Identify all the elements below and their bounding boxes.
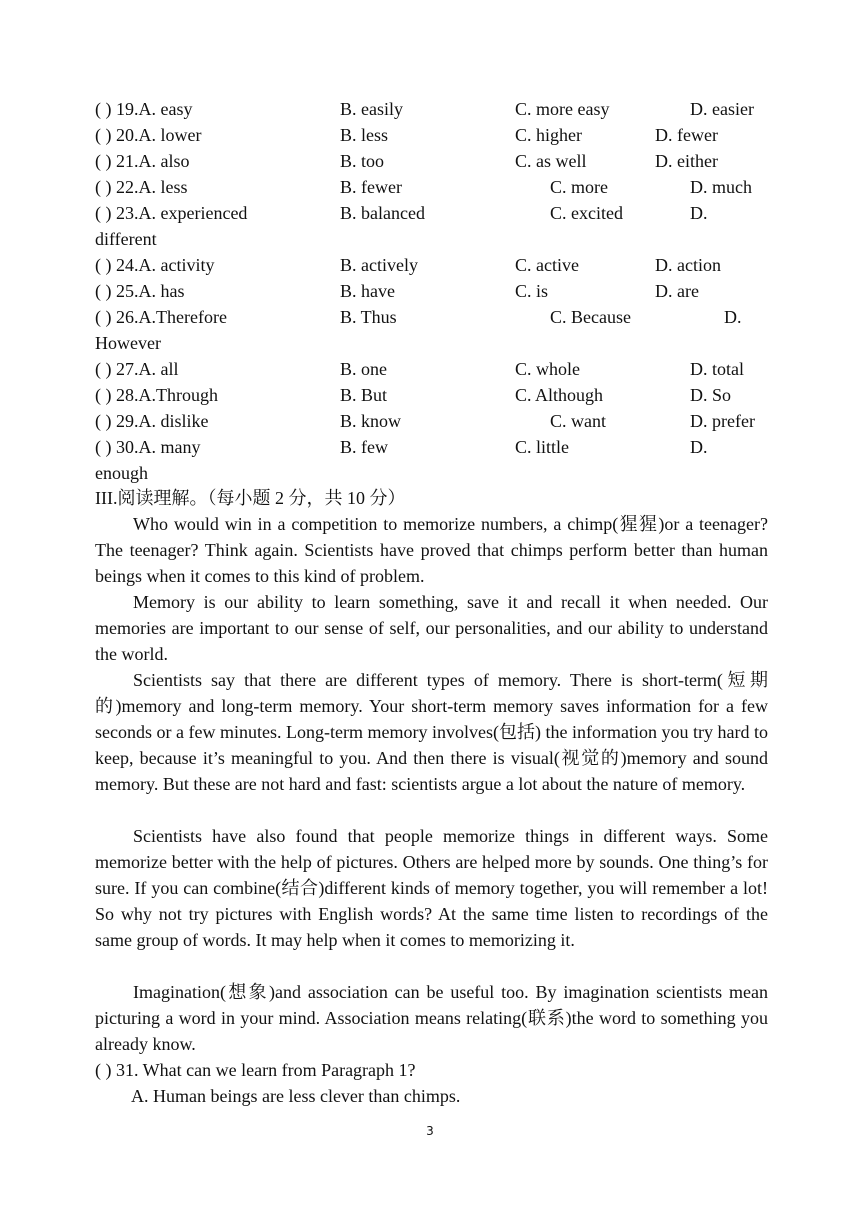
- option-c: C. little: [515, 437, 569, 457]
- option-a: ( ) 20.A. lower: [95, 125, 202, 145]
- question-31: ( ) 31. What can we learn from Paragraph 1?: [95, 1060, 416, 1080]
- option-b: B. have: [340, 281, 395, 301]
- option-c: C. whole: [515, 359, 580, 379]
- option-d: D. either: [655, 151, 718, 171]
- option-b: B. know: [340, 411, 402, 431]
- option-d: D. total: [690, 359, 744, 379]
- option-a: ( ) 22.A. less: [95, 177, 188, 197]
- option-b: B. easily: [340, 99, 403, 119]
- option-d-wrap: enough: [95, 463, 148, 483]
- option-a: ( ) 24.A. activity: [95, 255, 215, 275]
- option-d: D.: [690, 203, 708, 223]
- option-d: D. So: [690, 385, 732, 405]
- option-a: ( ) 28.A.Through: [95, 385, 218, 405]
- option-a: ( ) 30.A. many: [95, 437, 201, 457]
- option-b: B. Thus: [340, 307, 397, 327]
- option-c: C. Although: [515, 385, 604, 405]
- question-31-option-a: A. Human beings are less clever than chimps.: [131, 1086, 461, 1106]
- option-b: B. one: [340, 359, 387, 379]
- option-d: D. fewer: [655, 125, 718, 145]
- option-b: B. actively: [340, 255, 418, 275]
- option-a: ( ) 19.A. easy: [95, 99, 193, 119]
- option-a: ( ) 27.A. all: [95, 359, 179, 379]
- option-d: D. easier: [690, 99, 754, 119]
- option-b: B. balanced: [340, 203, 425, 223]
- option-c: C. more easy: [515, 99, 610, 119]
- section-title: III.阅读理解。（每小题 2 分，共 10 分）: [95, 488, 406, 508]
- option-b: B. fewer: [340, 177, 402, 197]
- option-c: C. active: [515, 255, 579, 275]
- option-a: ( ) 23.A. experienced: [95, 203, 248, 223]
- option-a: ( ) 26.A.Therefore: [95, 307, 227, 327]
- paragraph-1: Who would win in a competition to memorize numbers, a chimp(猩猩)or a teenager? The teenager? Think again. Scientists have proved that chimps perform better than human beings when it comes to this kind of problem.: [95, 514, 768, 586]
- option-d: D.: [724, 307, 742, 327]
- option-c: C. is: [515, 281, 549, 301]
- option-c: C. excited: [550, 203, 623, 223]
- option-c: C. want: [550, 411, 606, 431]
- option-c: C. more: [550, 177, 608, 197]
- option-d: D. prefer: [690, 411, 755, 431]
- option-b: B. But: [340, 385, 388, 405]
- paragraph-2: Memory is our ability to learn something, save it and recall it when needed. Our memories are important to our sense of self, our personalities, and our ability to understand the world.: [95, 592, 768, 664]
- option-b: B. too: [340, 151, 385, 171]
- option-a: ( ) 25.A. has: [95, 281, 185, 301]
- option-d: D. much: [690, 177, 752, 197]
- page-number: 3: [426, 1124, 434, 1138]
- paragraph-4: Scientists have also found that people memorize things in different ways. Some memorize better with the help of pictures. Others are helped more by sounds. One thing’s for sure. If you can combine(结合)different kinds of memory together, you will remember a lot! So why not try pictures with English words? At the same time listen to recordings of the same group of words. It may help when it comes to memorizing it.: [95, 826, 768, 950]
- option-d: D. are: [655, 281, 699, 301]
- option-c: C. as well: [515, 151, 587, 171]
- option-b: B. less: [340, 125, 389, 145]
- option-a: ( ) 21.A. also: [95, 151, 190, 171]
- option-d-wrap: However: [95, 333, 161, 353]
- paragraph-5: Imagination(想象)and association can be useful too. By imagination scientists mean picturing a word in your mind. Association means relating(联系)the word to something you already know.: [95, 982, 768, 1054]
- option-c: C. Because: [550, 307, 631, 327]
- option-b: B. few: [340, 437, 388, 457]
- option-d: D. action: [655, 255, 721, 275]
- option-d-wrap: different: [95, 229, 157, 249]
- option-c: C. higher: [515, 125, 582, 145]
- option-a: ( ) 29.A. dislike: [95, 411, 209, 431]
- option-d: D.: [690, 437, 708, 457]
- paragraph-3: Scientists say that there are different types of memory. There is short-term(短期的)memory and long-term memory. Your short-term memory saves information for a few seconds or a few minutes. Long-term memory involves(包括) the information you try hard to keep, because it’s meaningful to you. And then there is visual(视觉的)memory and sound memory. But these are not hard and fast: scientists argue a lot about the nature of memory.: [95, 670, 768, 794]
